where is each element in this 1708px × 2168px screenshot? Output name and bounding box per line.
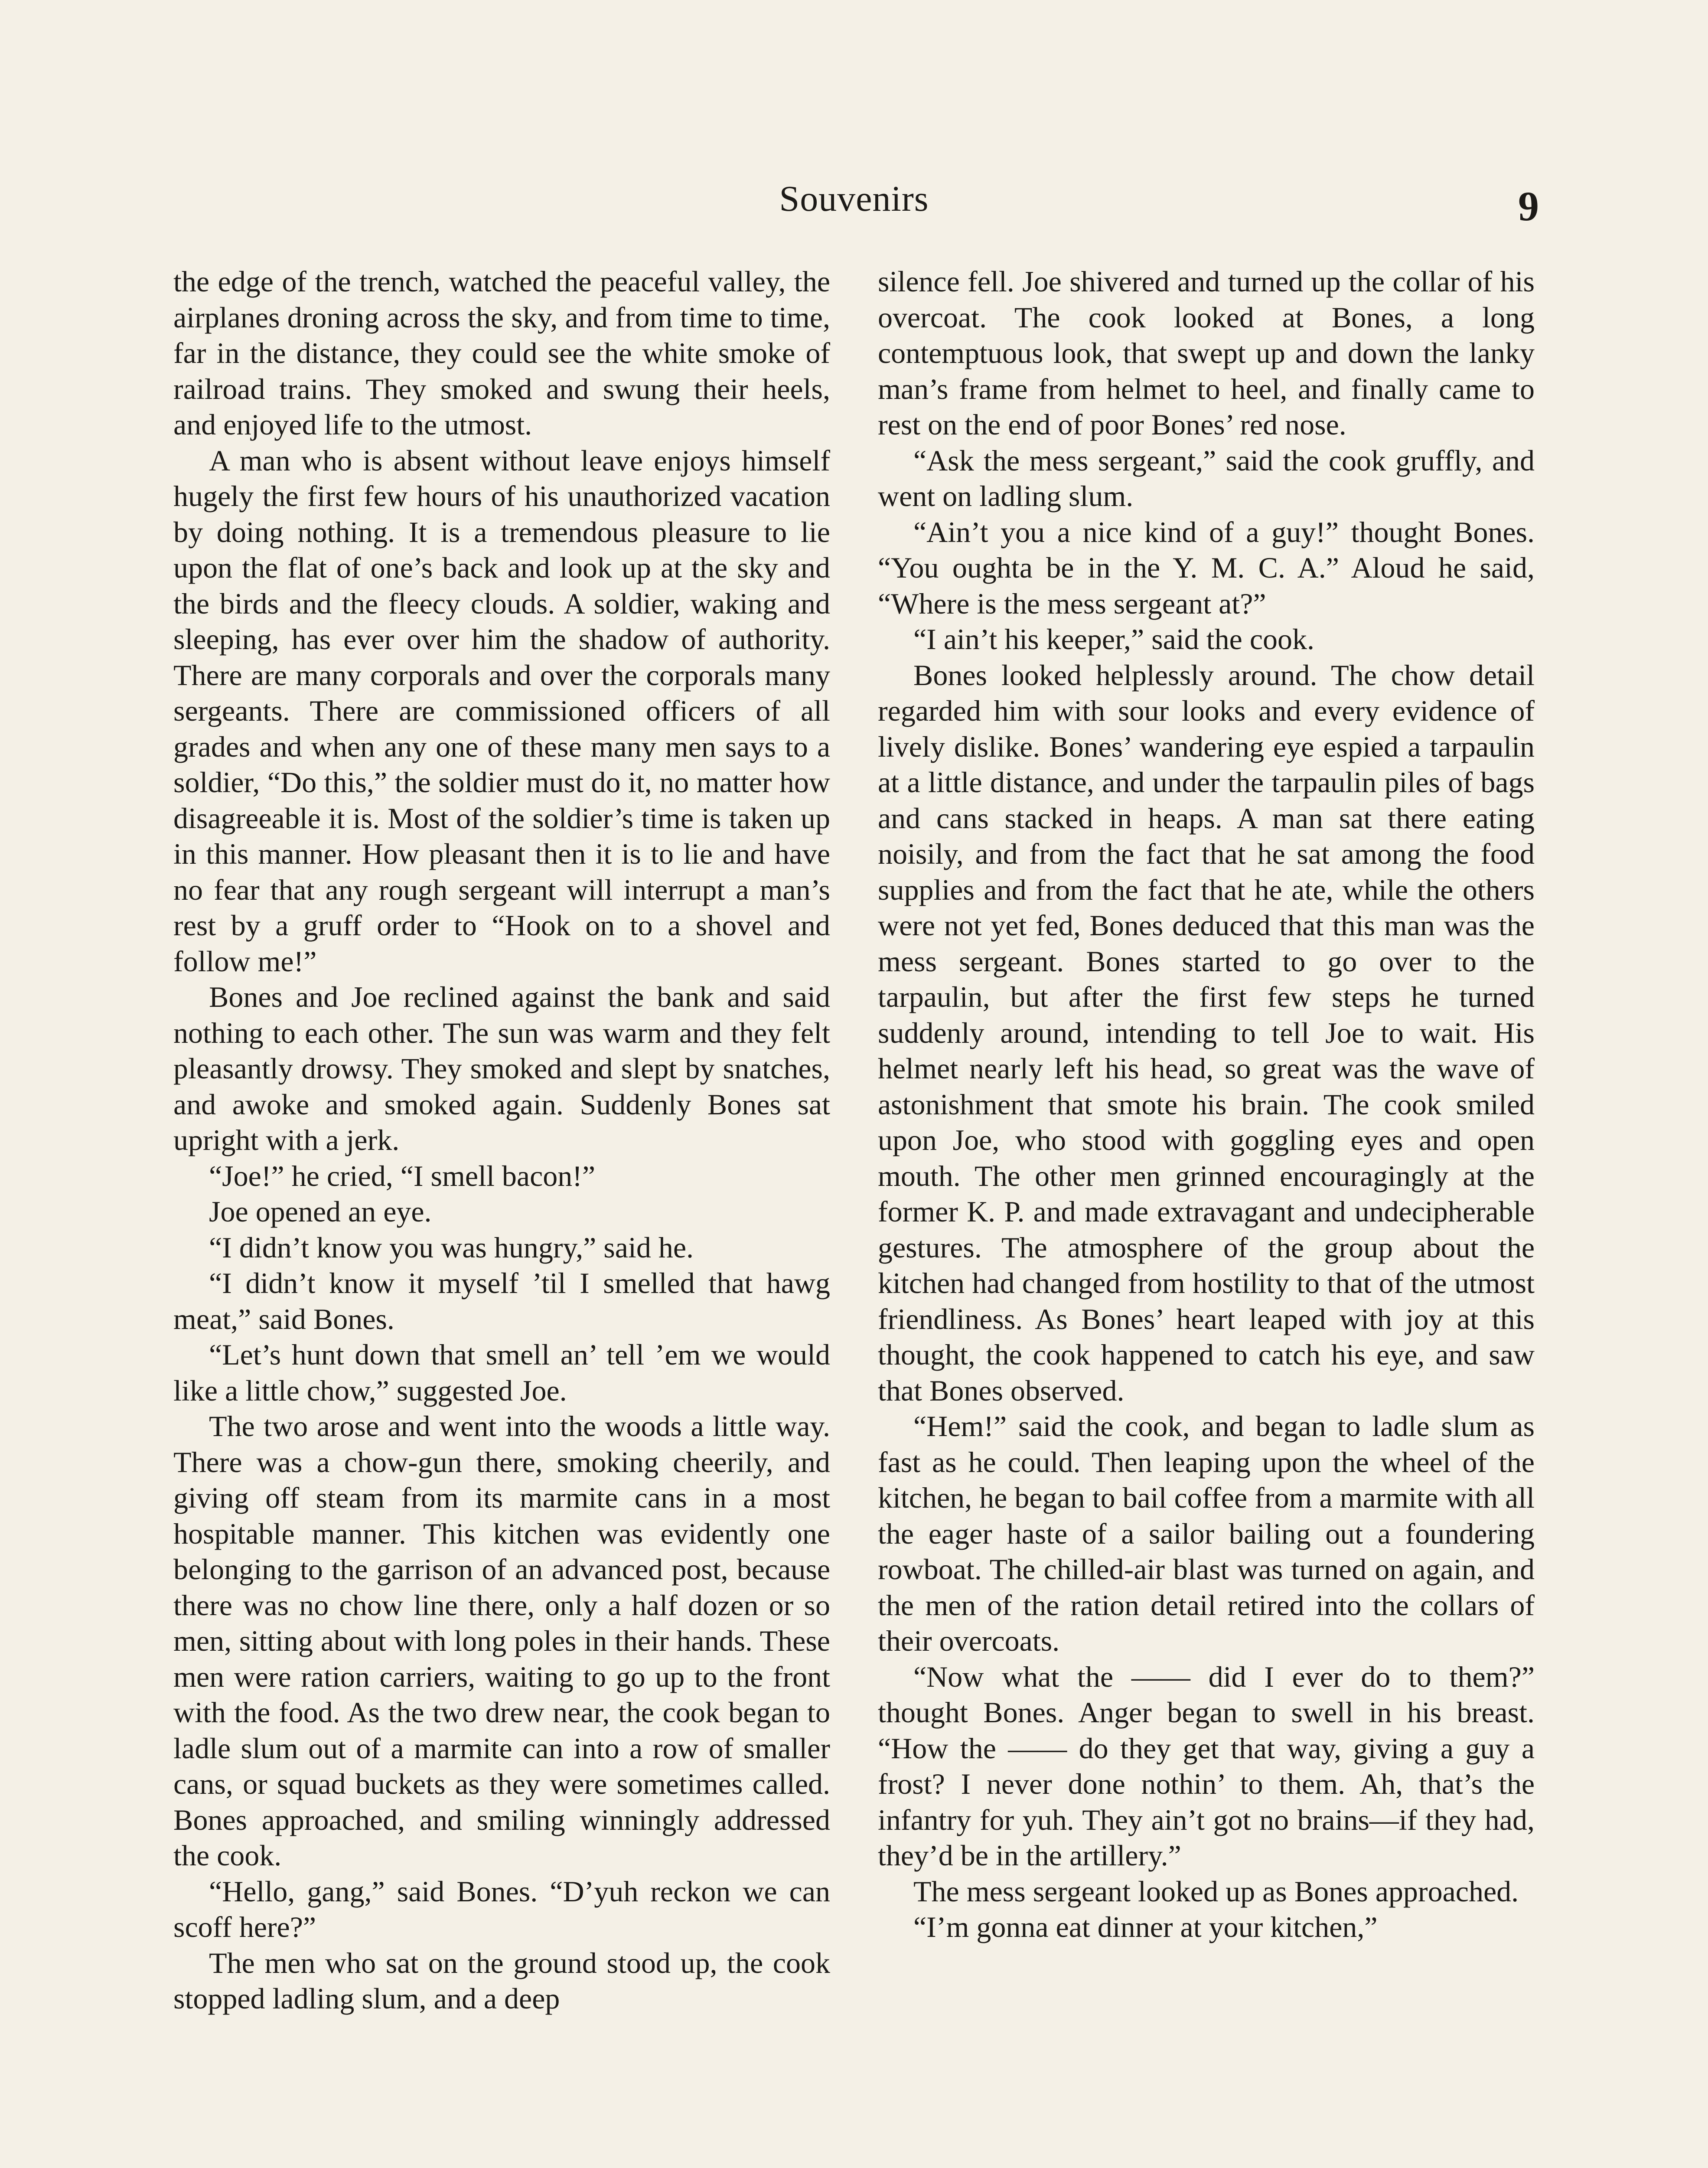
paragraph: “Now what the —— did I ever do to them?” thought Bones. Anger began to swell in his breast. “How the —— do they get that way, giving a guy a frost? I never done nothin’ to them. Ah, that’s the infantry for yuh. They ain’t got no brains—if they had, they’d be in the artillery.”	[878, 1660, 1535, 1872]
paragraph: “I’m gonna eat dinner at your kitchen,”	[913, 1910, 1378, 1943]
paragraph: Joe opened an eye.	[209, 1195, 432, 1228]
paragraph: silence fell. Joe shivered and turned up the collar of his overcoat. The cook looked at Bones, a long contemptuous look, that swept up and down the lanky man’s frame from helmet to heel, and finally came to rest on the end of poor Bones’ red nose.	[878, 265, 1535, 441]
running-title: Souvenirs	[779, 179, 929, 219]
paragraph: Bones looked helplessly around. The chow detail regarded him with sour looks and every evidence of lively dislike. Bones’ wandering eye espied a tarpaulin at a little distance, and under the tarpaulin piles of bags and cans stacked in heaps. A man sat there eating noisily, and from the fact that he sat among the food supplies and from the fact that he ate, while the others were not yet fed, Bones deduced that this man was the mess sergeant. Bones started to go over to the tarpaulin, but after the first few steps he turned suddenly around, intending to tell Joe to wait. His helmet nearly left his head, so great was the wave of astonishment that smote his brain. The cook smiled upon Joe, who stood with goggling eyes and open mouth. The other men grinned encouragingly at the former K. P. and made extravagant and undecipherable gestures. The atmosphere of the group about the kitchen had changed from hostility to that of the utmost friendliness. As Bones’ heart leaped with joy at this thought, the cook happened to catch his eye, and saw that Bones observed.	[878, 658, 1535, 1407]
paragraph: “Hem!” said the cook, and began to ladle slum as fast as he could. Then leaping upon the wheel of the kitchen, he began to bail coffee from a marmite with all the eager haste of a sailor bailing out a foundering rowboat. The chilled-air blast was turned on again, and the men of the ration detail retired into the collars of their overcoats.	[878, 1410, 1535, 1657]
paragraph: Bones and Joe reclined against the bank and said nothing to each other. The sun was warm and they felt pleasantly drowsy. They smoked and slept by snatches, and awoke and smoked again. Suddenly Bones sat upright with a jerk.	[173, 980, 830, 1156]
paragraph: the edge of the trench, watched the peaceful valley, the airplanes droning across the sky, and from time to time, far in the distance, they could see the white smoke of railroad trains. They smoked and swung their heels, and enjoyed life to the utmost.	[173, 265, 830, 441]
paragraph: “Hello, gang,” said Bones. “D’yuh reckon we can scoff here?”	[173, 1874, 830, 1943]
paragraph: The mess sergeant looked up as Bones approached.	[913, 1874, 1519, 1908]
paragraph: “Joe!” he cried, “I smell bacon!”	[209, 1159, 596, 1192]
paragraph: “I didn’t know you was hungry,” said he.	[209, 1231, 694, 1264]
paragraph: “I ain’t his keeper,” said the cook.	[913, 623, 1315, 656]
page-number: 9	[1518, 183, 1539, 229]
paragraph: A man who is absent without leave enjoys himself hugely the first few hours of his unauthorized vacation by doing nothing. It is a tremendous pleasure to lie upon the flat of one’s back and look up at the sky and the birds and the fleecy clouds. A soldier, waking and sleeping, has ever over him the shadow of authority. There are many corporals and over the corporals many sergeants. There are commissioned officers of all grades and when any one of these many men says to a soldier, “Do this,” the soldier must do it, no matter how disagreeable it is. Most of the soldier’s time is taken up in this manner. How pleasant then it is to lie and have no fear that any rough sergeant will interrupt a man’s rest by a gruff order to “Hook on to a shovel and follow me!”	[173, 444, 830, 978]
paragraph: “Ain’t you a nice kind of a guy!” thought Bones. “You oughta be in the Y. M. C. A.” Aloud he said, “Where is the mess sergeant at?”	[878, 515, 1535, 620]
paragraph: The two arose and went into the woods a little way. There was a chow-gun there, smoking cheerily, and giving off steam from its marmite cans in a most hospitable manner. This kitchen was evidently one belonging to the garrison of an advanced post, because there was no chow line there, only a half dozen or so men, sitting about with long poles in their hands. These men were ration carriers, waiting to go up to the front with the food. As the two drew near, the cook began to ladle slum out of a marmite can into a row of smaller cans, or squad buckets as they were sometimes called. Bones approached, and smiling winningly addressed the cook.	[173, 1410, 830, 1872]
paragraph: “Let’s hunt down that smell an’ tell ’em we would like a little chow,” suggested Joe.	[173, 1338, 830, 1407]
right-text-column	[878, 264, 1535, 1945]
paragraph: The men who sat on the ground stood up, the cook stopped ladling slum, and a deep	[173, 1946, 830, 2015]
paragraph: “Ask the mess sergeant,” said the cook gruffly, and went on ladling slum.	[878, 444, 1535, 513]
left-text-column	[173, 264, 830, 2017]
paragraph: “I didn’t know it myself ’til I smelled that hawg meat,” said Bones.	[173, 1267, 830, 1335]
